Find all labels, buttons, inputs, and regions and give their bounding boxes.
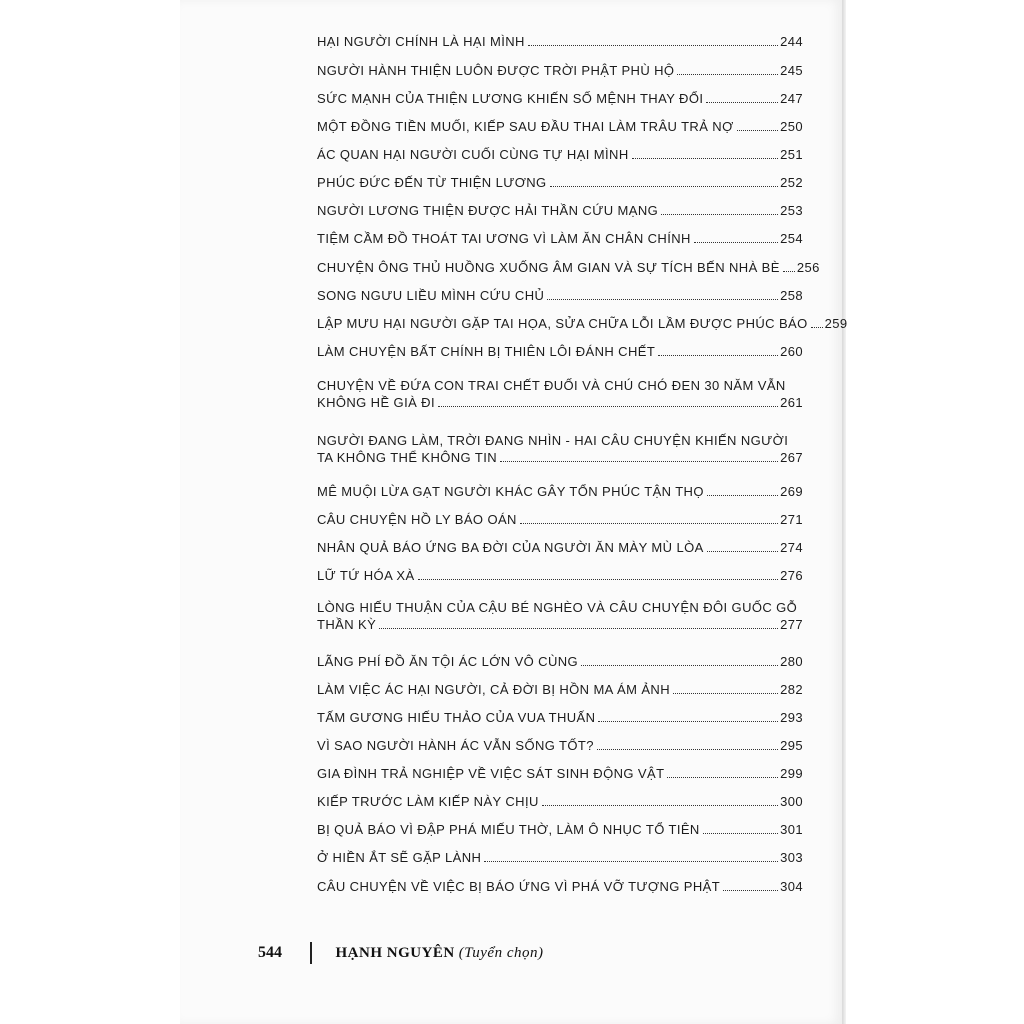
toc-entry-title: Ở HIỀN ẮT SẼ GẶP LÀNH bbox=[317, 850, 482, 865]
toc-leader-dots bbox=[706, 102, 778, 103]
toc-page-number: 259 bbox=[824, 316, 848, 331]
toc-entry bbox=[317, 344, 803, 359]
toc-page-number: 250 bbox=[780, 119, 803, 134]
toc-page-number: 295 bbox=[780, 738, 803, 753]
toc-entry-title: NGƯỜI HÀNH THIỆN LUÔN ĐƯỢC TRỜI PHẬT PHÙ HỘ bbox=[317, 63, 675, 78]
toc-entry-title: CÂU CHUYỆN VỀ VIỆC BỊ BÁO ỨNG VÌ PHÁ VỠ TƯỢNG PHẬT bbox=[317, 879, 721, 894]
toc-leader-dots bbox=[500, 461, 778, 462]
toc-leader-dots bbox=[703, 833, 778, 834]
toc-entry-title: MÊ MUỘI LỪA GẠT NGƯỜI KHÁC GÂY TỔN PHÚC TẬN THỌ bbox=[317, 484, 704, 499]
toc-entry-title: NGƯỜI LƯƠNG THIỆN ĐƯỢC HẢI THẦN CỨU MẠNG bbox=[317, 203, 659, 218]
author-label: HẠNH NGUYÊN bbox=[335, 944, 455, 961]
toc-page-number: 280 bbox=[780, 654, 803, 669]
toc-leader-dots bbox=[673, 693, 778, 694]
toc-leader-dots bbox=[632, 158, 778, 159]
toc-leader-dots bbox=[379, 628, 778, 629]
toc-page-number: 258 bbox=[780, 288, 803, 303]
toc-leader-dots bbox=[418, 579, 779, 580]
footer-divider bbox=[310, 942, 312, 964]
toc-entry bbox=[317, 766, 803, 781]
toc-entry-title: HẠI NGƯỜI CHÍNH LÀ HẠI MÌNH bbox=[317, 34, 525, 49]
toc-entry bbox=[317, 260, 820, 275]
toc-page-number: 251 bbox=[780, 147, 803, 162]
toc-leader-dots bbox=[658, 355, 778, 356]
toc-entry-title: SỨC MẠNH CỦA THIỆN LƯƠNG KHIẾN SỐ MỆNH THAY ĐỔI bbox=[317, 91, 704, 106]
toc-entry bbox=[317, 879, 803, 894]
toc-page-number: 282 bbox=[780, 682, 803, 697]
toc-entry-title: CÂU CHUYỆN HỒ LY BÁO OÁN bbox=[317, 512, 517, 527]
toc-entry bbox=[317, 568, 803, 583]
toc-entry bbox=[317, 376, 803, 410]
toc-page-number: 267 bbox=[780, 450, 803, 465]
toc-entry-title: LÒNG HIẾU THUẬN CỦA CẬU BÉ NGHÈO VÀ CÂU CHUYỆN ĐÔI GUỐC GỖ bbox=[317, 600, 798, 615]
toc-entry-title: LỮ TỨ HÓA XÀ bbox=[317, 568, 415, 583]
toc-entry bbox=[317, 91, 803, 106]
toc-entry bbox=[317, 484, 803, 499]
toc-page-number: 261 bbox=[780, 395, 803, 410]
toc-leader-dots bbox=[581, 665, 778, 666]
toc-page-number: 256 bbox=[796, 260, 820, 275]
toc-page-number: 269 bbox=[780, 484, 803, 499]
toc-entry bbox=[317, 63, 803, 78]
toc-entry-title-cont: THẦN KỲ bbox=[317, 617, 377, 632]
toc-entry bbox=[317, 822, 803, 837]
toc-entry bbox=[317, 540, 803, 555]
toc-entry-title: PHÚC ĐỨC ĐẾN TỪ THIỆN LƯƠNG bbox=[317, 175, 547, 190]
toc-entry-title: TẤM GƯƠNG HIẾU THẢO CỦA VUA THUẤN bbox=[317, 710, 596, 725]
toc-leader-dots bbox=[528, 45, 778, 46]
toc-entry bbox=[317, 316, 848, 331]
toc-entry-title: GIA ĐÌNH TRẢ NGHIỆP VỀ VIỆC SÁT SINH ĐỘNG VẬT bbox=[317, 766, 665, 781]
toc-entry-title: ÁC QUAN HẠI NGƯỜI CUỐI CÙNG TỰ HẠI MÌNH bbox=[317, 147, 629, 162]
toc-entry-title: CHUYỆN ÔNG THỦ HUỒNG XUỐNG ÂM GIAN VÀ SỰ TÍCH BẾN NHÀ BÈ bbox=[317, 260, 780, 275]
toc-page-number: 260 bbox=[780, 344, 803, 359]
toc-page-number: 247 bbox=[780, 91, 803, 106]
toc-entry bbox=[317, 710, 803, 725]
toc-entry bbox=[317, 738, 803, 753]
toc-entry-title: CHUYỆN VỀ ĐỨA CON TRAI CHẾT ĐUỐI VÀ CHÚ CHÓ ĐEN 30 NĂM VẪN bbox=[317, 378, 786, 393]
toc-page-number: 277 bbox=[780, 617, 803, 632]
toc-entry-title-cont: TA KHÔNG THỂ KHÔNG TIN bbox=[317, 450, 497, 465]
toc-entry-title: NHÂN QUẢ BÁO ỨNG BA ĐỜI CỦA NGƯỜI ĂN MÀY MÙ LÒA bbox=[317, 540, 704, 555]
toc-entry bbox=[317, 203, 803, 218]
toc-leader-dots bbox=[598, 721, 778, 722]
toc-entry bbox=[317, 850, 803, 865]
toc-entry bbox=[317, 34, 803, 49]
toc-page-number: 252 bbox=[780, 175, 803, 190]
toc-page-number: 300 bbox=[780, 794, 803, 809]
page-footer bbox=[258, 942, 544, 964]
toc-leader-dots bbox=[484, 861, 778, 862]
toc-entry-title: TIỆM CẦM ĐỒ THOÁT TAI ƯƠNG VÌ LÀM ĂN CHÂN CHÍNH bbox=[317, 231, 691, 246]
toc-leader-dots bbox=[542, 805, 778, 806]
toc-page-number: 253 bbox=[780, 203, 803, 218]
toc-leader-dots bbox=[694, 242, 778, 243]
toc-entry-title: LÃNG PHÍ ĐỒ ĂN TỘI ÁC LỚN VÔ CÙNG bbox=[317, 654, 579, 669]
toc-entry-title: SONG NGƯU LIỀU MÌNH CỨU CHỦ bbox=[317, 288, 545, 303]
toc-leader-dots bbox=[550, 186, 779, 187]
toc-page-number: 293 bbox=[780, 710, 803, 725]
toc-page-number: 245 bbox=[780, 63, 803, 78]
toc-leader-dots bbox=[547, 299, 778, 300]
toc-leader-dots bbox=[661, 214, 778, 215]
author-subtitle: (Tuyển chọn) bbox=[458, 944, 544, 961]
toc-page-number: 299 bbox=[780, 766, 803, 781]
author-name bbox=[336, 945, 544, 962]
toc-page-number: 303 bbox=[780, 850, 803, 865]
toc-leader-dots bbox=[723, 890, 778, 891]
toc-entry bbox=[317, 654, 803, 669]
toc-entry-title: LÀM VIỆC ÁC HẠI NGƯỜI, CẢ ĐỜI BỊ HỒN MA ÁM ẢNH bbox=[317, 682, 671, 697]
toc-page-number: 301 bbox=[780, 822, 803, 837]
toc-page-number: 254 bbox=[780, 231, 803, 246]
toc-leader-dots bbox=[520, 523, 778, 524]
toc-leader-dots bbox=[438, 406, 778, 407]
toc-page-number: 304 bbox=[780, 879, 803, 894]
toc-leader-dots bbox=[783, 271, 795, 272]
toc-entry-title: LÀM CHUYỆN BẤT CHÍNH BỊ THIÊN LÔI ĐÁNH CHẾT bbox=[317, 344, 656, 359]
toc-leader-dots bbox=[707, 551, 778, 552]
toc-entry bbox=[317, 598, 803, 632]
toc-entry bbox=[317, 288, 803, 303]
toc-entry-title: NGƯỜI ĐANG LÀM, TRỜI ĐANG NHÌN - HAI CÂU CHUYỆN KHIẾN NGƯỜI bbox=[317, 433, 789, 448]
toc-leader-dots bbox=[707, 495, 778, 496]
toc-entry-title: LẬP MƯU HẠI NGƯỜI GẶP TAI HỌA, SỬA CHỮA LỖI LẦM ĐƯỢC PHÚC BÁO bbox=[317, 316, 808, 331]
toc-entry bbox=[317, 147, 803, 162]
toc-entry-title: MỘT ĐỒNG TIỀN MUỐI, KIẾP SAU ĐẦU THAI LÀM TRÂU TRẢ NỢ bbox=[317, 119, 734, 134]
toc-entry-title: VÌ SAO NGƯỜI HÀNH ÁC VẪN SỐNG TỐT? bbox=[317, 738, 594, 753]
toc-entry-title: BỊ QUẢ BÁO VÌ ĐẬP PHÁ MIẾU THỜ, LÀM Ô NHỤC TỔ TIÊN bbox=[317, 822, 700, 837]
toc-entry bbox=[317, 682, 803, 697]
toc-page-number: 276 bbox=[780, 568, 803, 583]
toc-page-number: 271 bbox=[780, 512, 803, 527]
toc-leader-dots bbox=[737, 130, 778, 131]
toc-entry-title: KIẾP TRƯỚC LÀM KIẾP NÀY CHỊU bbox=[317, 794, 539, 809]
toc-leader-dots bbox=[811, 327, 823, 328]
page-edge bbox=[842, 0, 846, 1024]
toc-entry bbox=[317, 175, 803, 190]
toc-entry bbox=[317, 231, 803, 246]
page-number: 544 bbox=[258, 944, 282, 961]
toc-leader-dots bbox=[677, 74, 778, 75]
toc-leader-dots bbox=[597, 749, 778, 750]
toc-entry bbox=[317, 431, 803, 465]
toc-page-number: 244 bbox=[780, 34, 803, 49]
toc-entry bbox=[317, 794, 803, 809]
toc-page-number: 274 bbox=[780, 540, 803, 555]
toc-entry bbox=[317, 119, 803, 134]
toc-leader-dots bbox=[667, 777, 778, 778]
toc-entry-title-cont: KHÔNG HỀ GIÀ ĐI bbox=[317, 395, 435, 410]
toc-entry bbox=[317, 512, 803, 527]
